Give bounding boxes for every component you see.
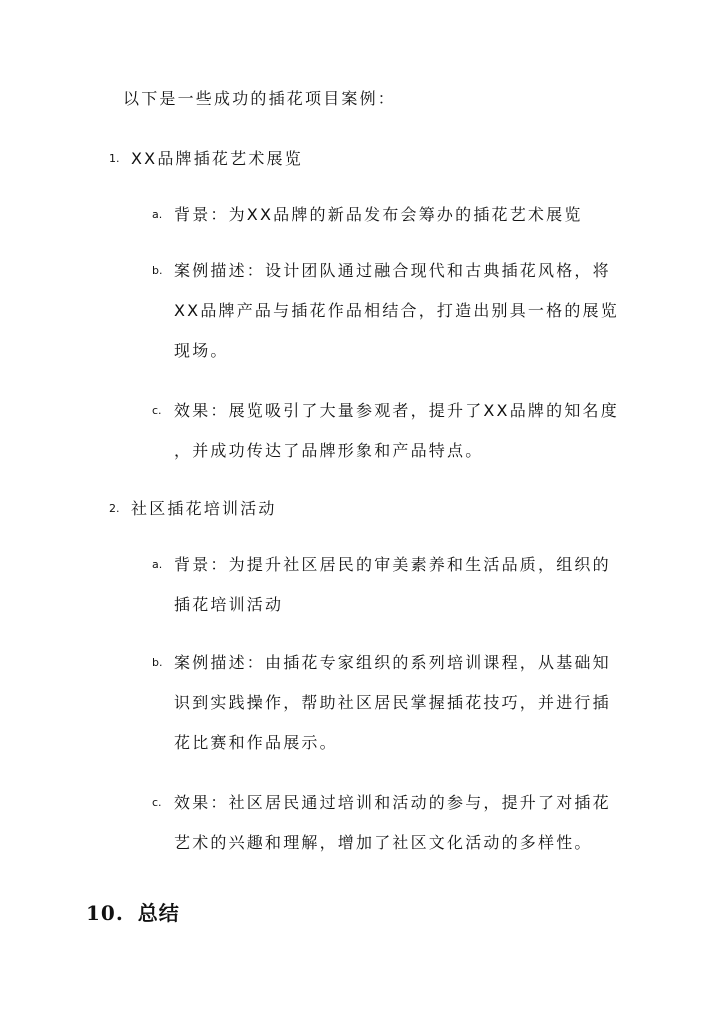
sub-item-text xyxy=(174,650,634,770)
sub-item-text xyxy=(174,398,634,478)
sub-item-text xyxy=(174,790,634,870)
sub-marker: a. xyxy=(152,558,163,571)
sub-marker: c. xyxy=(152,796,162,809)
text-line: 案例描述：设计团队通过融合现代和古典插花风格，将 xyxy=(174,261,611,280)
text-line: ，并成功传达了品牌形象和产品特点。 xyxy=(174,441,484,460)
section-heading xyxy=(86,898,180,928)
sub-marker: c. xyxy=(152,404,162,417)
text-line: 效果：社区居民通过培训和活动的参与，提升了对插花 xyxy=(174,793,611,812)
text-line: XX品牌产品与插花作品相结合，打造出别具一格的展览 xyxy=(174,301,619,320)
list-item-title: XX品牌插花艺术展览 xyxy=(131,149,303,168)
sub-marker: b. xyxy=(152,656,163,669)
sub-item-text xyxy=(174,552,634,632)
text-line: 艺术的兴趣和理解，增加了社区文化活动的多样性。 xyxy=(174,833,593,852)
sub-item-text xyxy=(174,258,634,378)
text-line: 现场。 xyxy=(174,341,229,360)
text-line: 花比赛和作品展示。 xyxy=(174,733,338,752)
intro-paragraph: 以下是一些成功的插花项目案例： xyxy=(123,89,397,108)
text-line: 效果：展览吸引了大量参观者，提升了XX品牌的知名度 xyxy=(174,401,619,420)
list-item-title: 社区插花培训活动 xyxy=(131,499,277,518)
text-line: 案例描述：由插花专家组织的系列培训课程，从基础知 xyxy=(174,653,611,672)
sub-marker: a. xyxy=(152,208,163,221)
list-marker: 1. xyxy=(109,152,120,165)
text-line: 识到实践操作，帮助社区居民掌握插花技巧，并进行插 xyxy=(174,693,611,712)
sub-marker: b. xyxy=(152,264,163,277)
text-line: 背景：为XX品牌的新品发布会筹办的插花艺术展览 xyxy=(174,205,583,224)
text-line: 插花培训活动 xyxy=(174,595,284,614)
text-line: 背景：为提升社区居民的审美素养和生活品质，组织的 xyxy=(174,555,611,574)
section-title: 总结 xyxy=(137,901,180,925)
sub-item-text xyxy=(174,202,634,242)
section-number: 10. xyxy=(86,901,124,925)
list-marker: 2. xyxy=(109,502,120,515)
